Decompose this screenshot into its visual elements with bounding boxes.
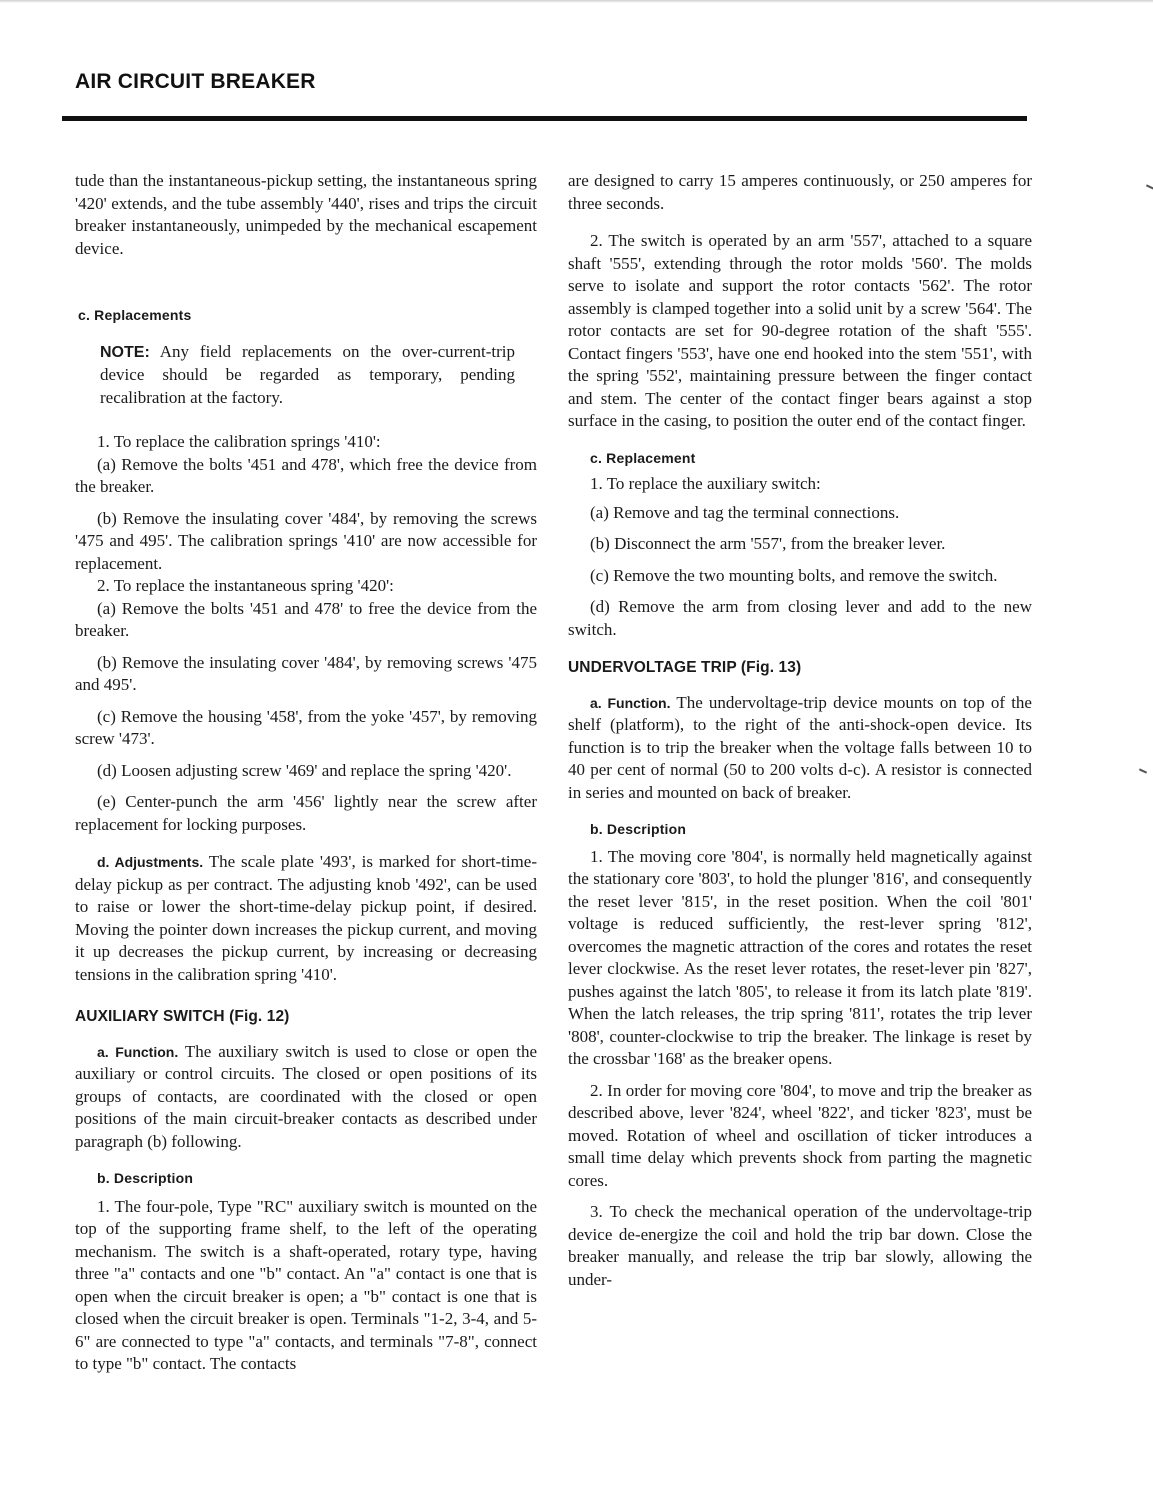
page-top-edge	[0, 0, 1153, 3]
aux-function-text: The auxiliary switch is used to close or open the auxiliary or control circuits. The closed or open positions of its groups of contacts, are coordinated with the closed or open positions of the main circuit-breaker contacts as described under paragraph (b) following.	[75, 1041, 537, 1151]
uv-description-1: 1. The moving core '804', is normally held magnetically against the stationary core '803', to hold the plunger '816', and consequently the reset lever '815', in the reset position. When the coil '801' voltage is reduced sufficiently, the rest-lever spring '812', overcomes the magnetic attraction of the cores and rotates the reset lever clockwise. As the reset lever rotates, the reset-lever pin '827', pushes against the latch '805', to release it from its latch plate '819'. When the latch releases, the trip spring '811', rotates the trip lever '808', counter-clockwise to trip the breaker. The linkage is reset by the crossbar '168' as the breaker opens.	[568, 846, 1032, 1068]
aux-description-text: 1. The four-pole, Type "RC" auxiliary switch is mounted on the top of the supporting frame shelf, to the left of the operating mechanism. The switch is a shaft-operated, rotary type, having three "a" contacts and one "b" contact. An "a" contact is one that is open when the circuit breaker is open; a "b" contact is one that is closed when the circuit breaker is open. Terminals "1-2, 3-4, and 5-6" are connected to type "a" contacts, and terminals "7-8", connect to type "b" contact. The contacts	[75, 1196, 537, 1373]
aux-function-paragraph	[75, 1041, 537, 1154]
step-1: 1. To replace the calibration springs '410':	[97, 432, 381, 451]
left-column	[75, 170, 537, 1376]
auxiliary-switch-heading: AUXILIARY SWITCH (Fig. 12)	[75, 1008, 290, 1025]
note-label: NOTE:	[100, 343, 150, 361]
step-2: 2. To replace the instantaneous spring '420':	[97, 576, 394, 595]
adjustments-label: d. Adjustments.	[97, 854, 204, 870]
step-2e: (e) Center-punch the arm '456' lightly near the screw after replacement for locking purposes.	[75, 792, 537, 834]
continued-paragraph: are designed to carry 15 amperes continuously, or 250 amperes for three seconds.	[568, 171, 1032, 213]
note-paragraph	[75, 341, 537, 410]
adjustments-text: The scale plate '493', is marked for short-time-delay pickup as per contract. The adjusting knob '492', can be used to raise or lower the short-time-delay pickup point, if desired. Moving the pointer down increases the pickup current, and moving it up decreases the pickup current, by increasing or decreasing tensions in the calibration spring '410'.	[75, 852, 537, 984]
uv-function-text: The undervoltage-trip device mounts on top of the shelf (platform), to the right of the anti-shock-open device. Its function is to trip the breaker when the voltage falls between 10 to 40 per cent of normal (50 to 200 volts d-c). A resistor is connected in series and mounted on back of breaker.	[568, 692, 1032, 802]
step-2d: (d) Loosen adjusting screw '469' and replace the spring '420'.	[97, 760, 512, 780]
step-2a: (a) Remove the bolts '451 and 478' to free the device from the breaker.	[75, 598, 537, 640]
margin-mark	[1139, 768, 1147, 773]
replacement-step-1a: (a) Remove and tag the terminal connections.	[590, 502, 900, 522]
intro-paragraph: tude than the instantaneous-pickup setting, the instantaneous spring '420' extends, and the tube assembly '440', rises and trips the circuit breaker instantaneously, unimpeded by the mechanical escapement device.	[75, 171, 537, 258]
replacement-step-1b: (b) Disconnect the arm '557', from the breaker lever.	[590, 534, 946, 553]
uv-function-label: a. Function.	[590, 694, 671, 711]
header-rule	[62, 116, 1027, 121]
uv-description-heading: b. Description	[590, 821, 687, 837]
uv-description-3: 3. To check the mechanical operation of the undervoltage-trip device de-energize the coil and hold the trip bar down. Close the breaker manually, and release the trip bar slowly, allowing the under-	[568, 1202, 1032, 1289]
adjustments-paragraph	[75, 851, 537, 986]
step-1b: (b) Remove the insulating cover '484', by removing the screws '475 and 495'. The calibration springs '410' are now accessible for replacement.	[75, 508, 537, 573]
aux-function-label: a. Function.	[97, 1043, 179, 1060]
aux-description-heading: b. Description	[97, 1170, 194, 1186]
note-text: Any field replacements on the over-current-trip device should be regarded as temporary, pending recalibration at the factory.	[100, 341, 515, 407]
page-title: AIR CIRCUIT BREAKER	[75, 70, 316, 93]
step-2c: (c) Remove the housing '458', from the yoke '457', by removing screw '473'.	[75, 706, 537, 748]
aux-paragraph-2: 2. The switch is operated by an arm '557', attached to a square shaft '555', extending through the rotor molds '560'. The molds serve to isolate and support the rotor contacts '562'. The rotor assembly is clamped together into a solid unit by a screw '564'. The rotor contacts are set for 90-degree rotation of the shaft '555'. Contact fingers '553', have one end hooked into the stem '551', with the spring '552', maintaining pressure between the finger contact and stem. The center of the contact finger bears against a stop surface in the casing, to position the outer end of the contact finger.	[568, 231, 1032, 430]
replacement-step-1: 1. To replace the auxiliary switch:	[590, 474, 821, 493]
replacement-step-1d: (d) Remove the arm from closing lever and add to the new switch.	[568, 597, 1032, 639]
replacements-heading: c. Replacements	[78, 307, 192, 323]
step-1a: (a) Remove the bolts '451 and 478', which free the device from the breaker.	[75, 454, 537, 496]
uv-function-paragraph	[568, 692, 1032, 805]
replacement-heading: c. Replacement	[590, 449, 696, 466]
uv-description-2: 2. In order for moving core '804', to move and trip the breaker as described above, lever '824', wheel '822', and ticker '823', must be moved. Rotation of wheel and oscillation of ticker introduces a small time delay which prevents shock from parting the magnetic cores.	[568, 1080, 1032, 1190]
margin-mark	[1146, 184, 1153, 189]
right-column	[568, 170, 1032, 1291]
step-2b: (b) Remove the insulating cover '484', by removing screws '475 and 495'.	[75, 652, 537, 694]
undervoltage-trip-heading: UNDERVOLTAGE TRIP (Fig. 13)	[568, 659, 802, 676]
replacement-step-1c: (c) Remove the two mounting bolts, and remove the switch.	[590, 565, 998, 585]
